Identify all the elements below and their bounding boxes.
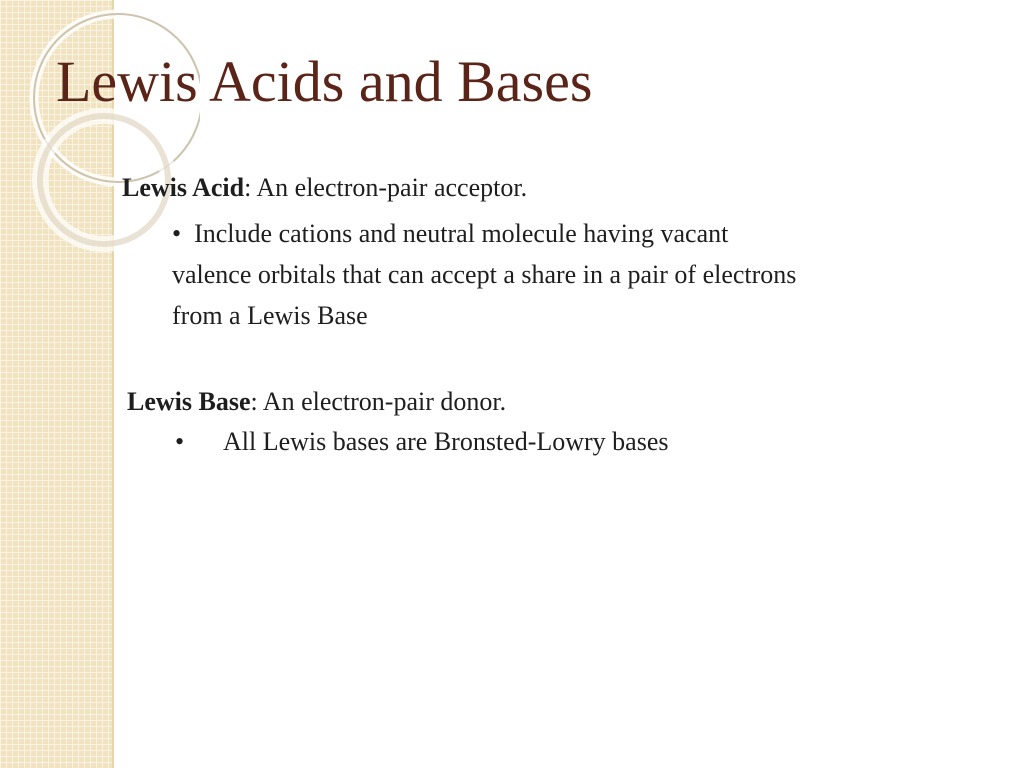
lewis-acid-term: Lewis Acid (122, 173, 245, 202)
lewis-base-definition-text: An electron-pair donor. (257, 387, 507, 416)
lewis-base-definition (127, 387, 506, 417)
slide-title: Lewis Acids and Bases (56, 49, 593, 114)
lewis-base-term: Lewis Base (127, 387, 251, 416)
lewis-base-separator: : (250, 387, 258, 416)
lewis-acid-definition (122, 173, 527, 203)
lewis-acid-definition-text: An electron-pair acceptor. (251, 173, 528, 202)
lewis-base-bullet-text: All Lewis bases are Bronsted-Lowry bases (223, 427, 669, 456)
lewis-acid-bullet-text: Include cations and neutral molecule having vacant valence orbitals that can accept a share in a pair of electrons from a Lewis Base (172, 219, 797, 330)
decorative-circles (0, 0, 200, 260)
bullet-dot-icon: • (175, 427, 185, 456)
lewis-base-bullet (175, 427, 669, 457)
lewis-acid-separator: : (244, 173, 252, 202)
bullet-dot-icon: • (172, 219, 182, 248)
lewis-acid-bullet (172, 213, 812, 336)
